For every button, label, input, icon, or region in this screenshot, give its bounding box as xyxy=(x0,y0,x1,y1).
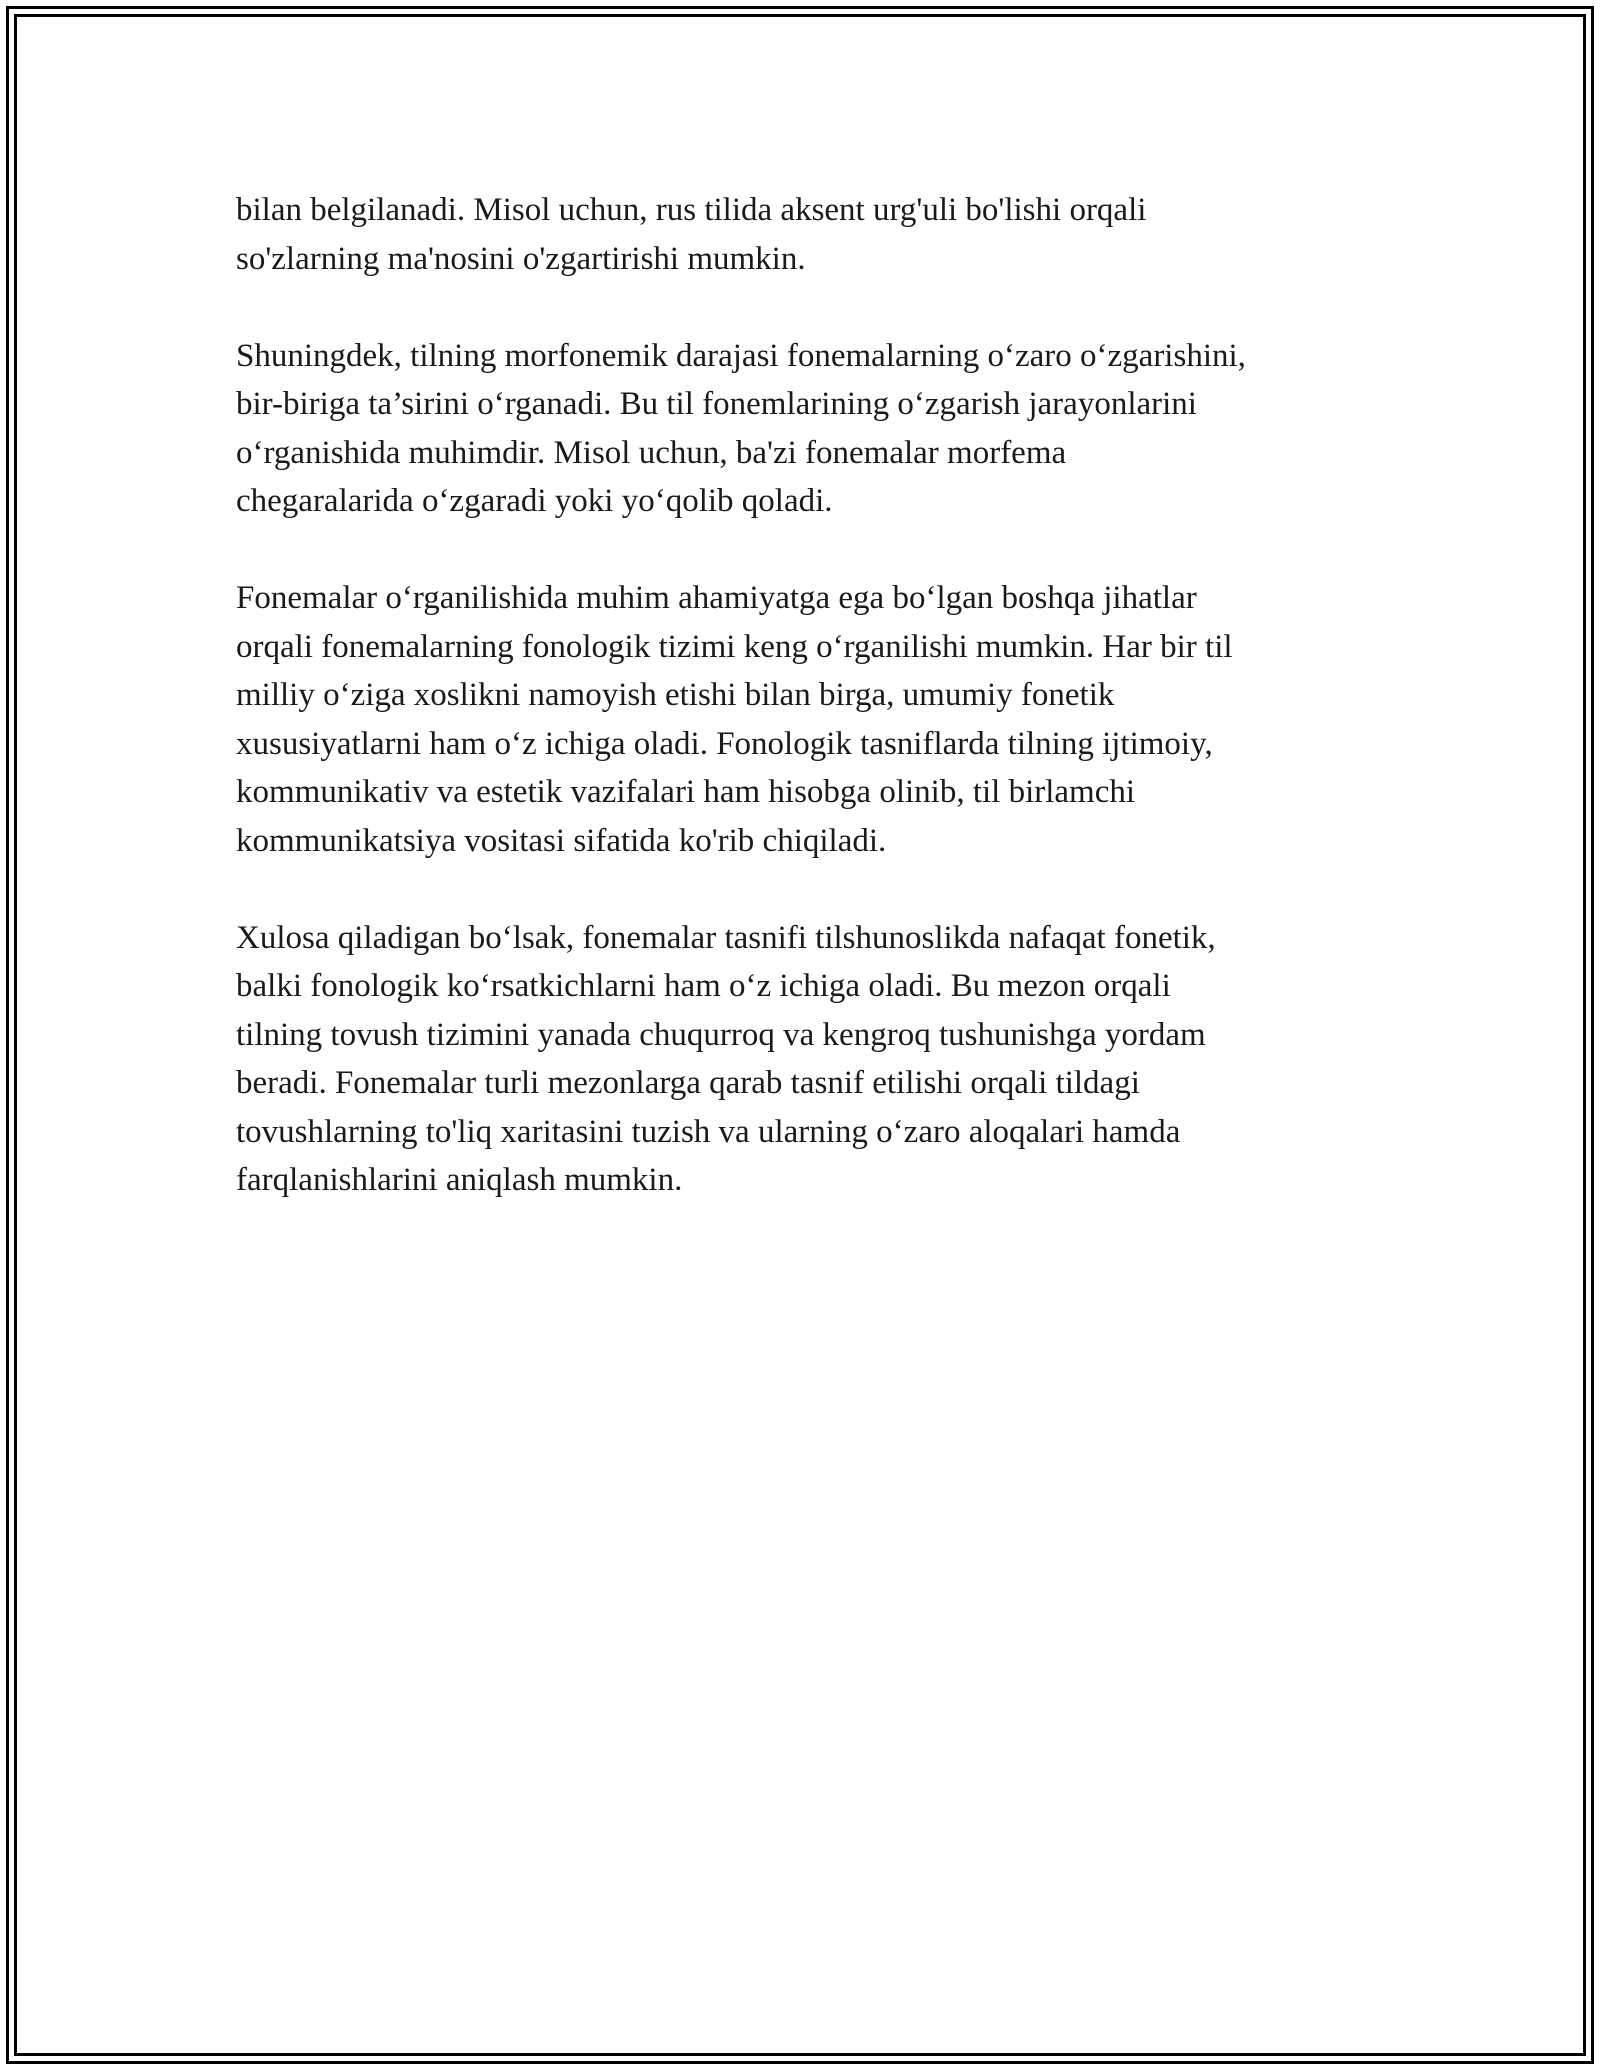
paragraph-2: Shuningdek, tilning morfonemik darajasi fonemalarning o‘zaro o‘zgarishini, bir-biriga ta’sirini o‘rganadi. Bu til fonemlarining o‘zgarish jarayonlarini o‘rganishida muhimdir. Misol uchun, ba'zi fonemalar morfema chegaralarida o‘zgaradi yoki yo‘qolib qoladi. xyxy=(236,337,1246,519)
paragraph-3: Fonemalar o‘rganilishida muhim ahamiyatga ega bo‘lgan boshqa jihatlar orqali fonemalarning fonologik tizimi keng o‘rganilishi mumkin. Har bir til milliy o‘ziga xoslikni namoyish etishi bilan birga, umumiy fonetik xususiyatlarni ham o‘z ichiga oladi. Fonologik tasniflarda tilning ijtimoiy, kommunikativ va estetik vazifalari ham hisobga olinib, til birlamchi kommunikatsiya vositasi sifatida ko'rib chiqiladi. xyxy=(236,580,1233,859)
paragraph-4: Xulosa qiladigan bo‘lsak, fonemalar tasnifi tilshunoslikda nafaqat fonetik, balki fonologik ko‘rsatkichlarni ham o‘z ichiga oladi. Bu mezon orqali tilning tovush tizimini yanada chuqurroq va kengroq tushunishga yordam beradi. Fonemalar turli mezonlarga qarab tasnif etilishi orqali tildagi tovushlarning to'liq xaritasini tuzish va ularning o‘zaro aloqalari hamda farqlanishlarini aniqlash mumkin. xyxy=(236,919,1216,1198)
paragraph-1: bilan belgilanadi. Misol uchun, rus tilida aksent urg'uli bo'lishi orqali so'zlarning ma'nosini o'zgartirishi mumkin. xyxy=(236,192,1147,277)
document-body xyxy=(236,186,1386,1253)
